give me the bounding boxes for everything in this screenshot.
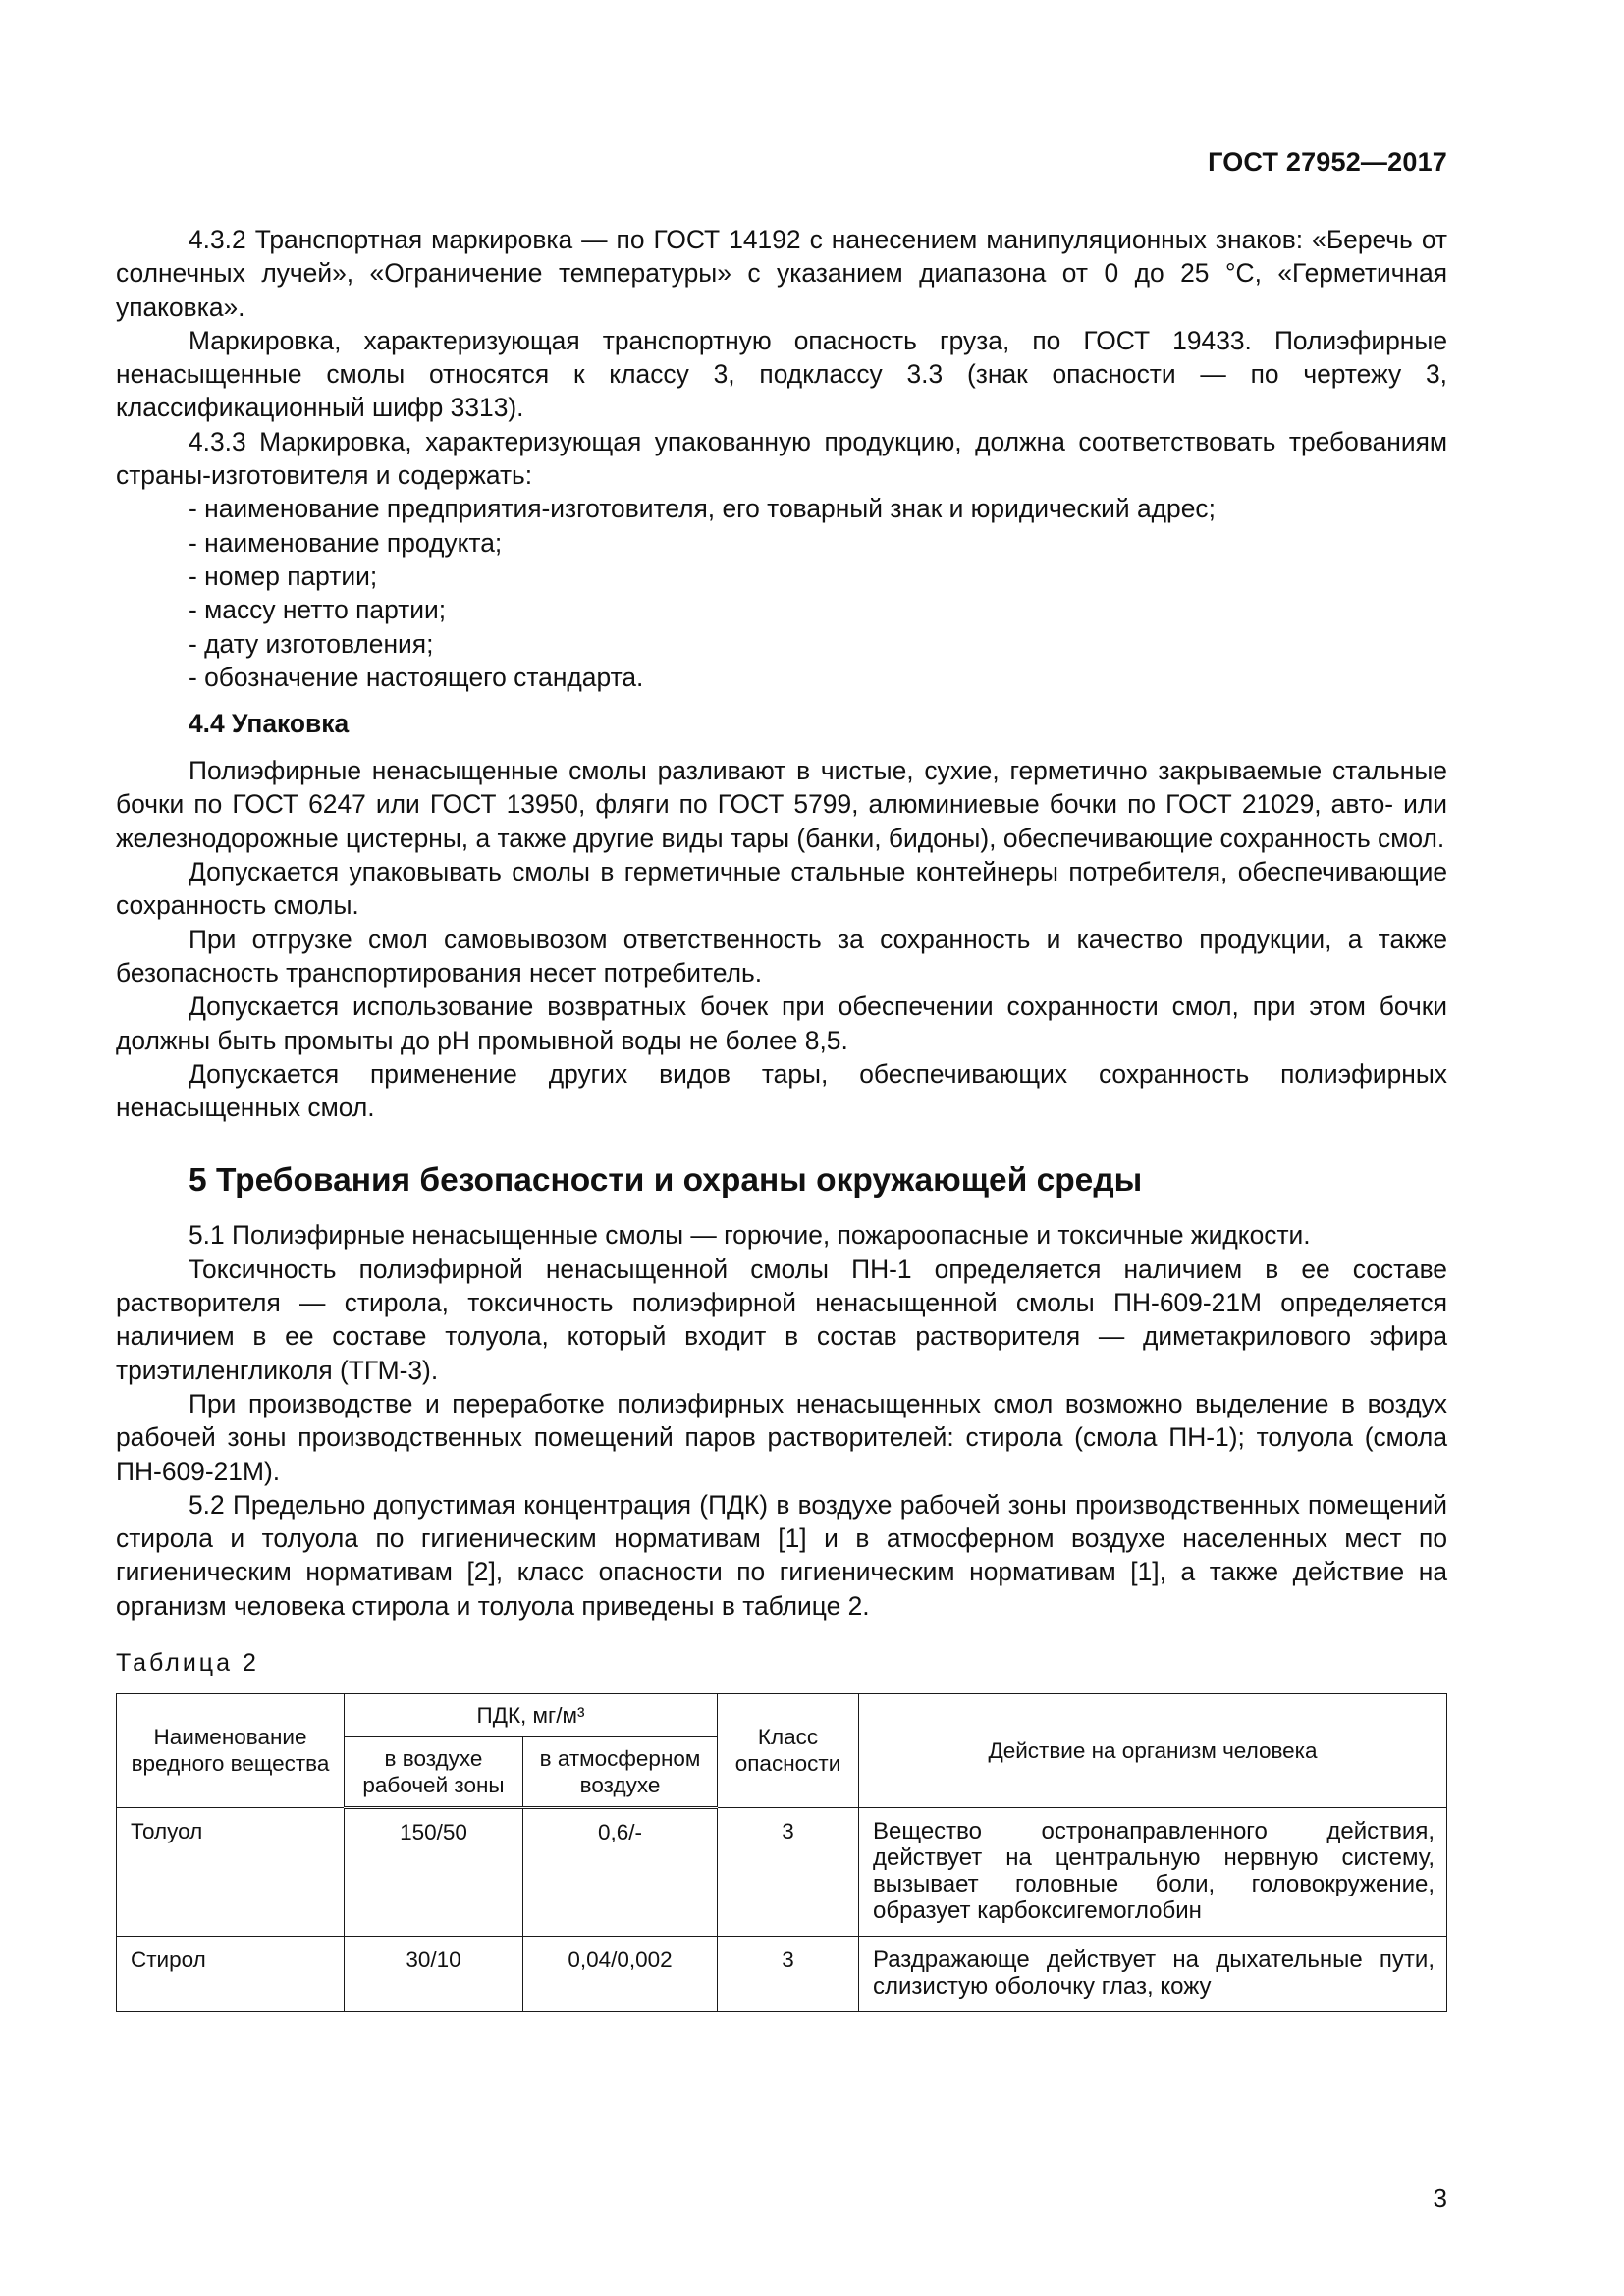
list-item: - массу нетто партии;: [189, 595, 447, 625]
header-substance: Наименование вредного вещества: [117, 1693, 345, 1807]
paragraph-packaging-other-containers: Допускается применение других видов тары, обеспечивающих сохранность полиэфирных ненасыщенных смол.: [116, 1058, 1447, 1123]
marking-requirements-list: [116, 492, 1447, 694]
table-row: [117, 1807, 1447, 1936]
cell-effect: Вещество остронаправленного действия, действует на центральную нервную систему, вызывает головные боли, головокружение, образует карбоксигемоглобин: [859, 1807, 1447, 1936]
paragraph-5-2: 5.2 Предельно допустимая концентрация (ПДК) в воздухе рабочей зоны производственных помещений стирола и толуола по гигиеническим нормативам [1] и в атмосферном воздухе населенных мест по гигиеническим нормативам [2], класс опасности по гигиеническим нормативам [1], а также действие на организм человека стирола и толуола приведены в таблице 2.: [116, 1489, 1447, 1621]
paragraph-transport-hazard-marking: Маркировка, характеризующая транспортную опасность груза, по ГОСТ 19433. Полиэфирные ненасыщенные смолы относятся к классу 3, подклассу 3.3 (знак опасности — по чертежу 3, классификационный шифр 3313).: [116, 325, 1447, 423]
paragraph-packaging-containers: Полиэфирные ненасыщенные смолы разливают в чистые, сухие, герметично закрываемые стальные бочки по ГОСТ 6247 или ГОСТ 13950, фляги по ГОСТ 5799, алюминиевые бочки по ГОСТ 21029, авто- или железнодорожные цистерны, а также другие виды тары (банки, бидоны), обеспечивающие сохранность смол.: [116, 756, 1447, 853]
list-item: - номер партии;: [189, 561, 378, 591]
paragraph-toxicity: Токсичность полиэфирной ненасыщенной смолы ПН-1 определяется наличием в ее составе растворителя — стирола, токсичность полиэфирной ненасыщенной смолы ПН-609-21М определяется наличием в ее составе толуола, который входит в состав растворителя — диметакрилового эфира триэтиленгликоля (ТГМ-3).: [116, 1254, 1447, 1385]
header-pdk-atmospheric: в атмосферном воздухе: [523, 1736, 718, 1807]
header-hazard-class: Класс опасности: [718, 1693, 859, 1807]
header-effect: Действие на организм человека: [859, 1693, 1447, 1807]
cell-pdk-atmospheric: 0,6/-: [523, 1807, 718, 1936]
list-item: - наименование продукта;: [189, 527, 503, 558]
section-4-4-heading: 4.4 Упаковка: [189, 709, 350, 739]
pdk-table: [116, 1693, 1447, 2012]
list-item: - обозначение настоящего стандарта.: [189, 662, 644, 692]
cell-substance: Стирол: [117, 1936, 345, 2011]
list-item: - дату изготовления;: [189, 628, 434, 659]
page-number: 3: [1433, 2183, 1447, 2213]
cell-pdk-work-zone: 150/50: [345, 1807, 523, 1936]
paragraph-solvent-vapors: При производстве и переработке полиэфирных ненасыщенных смол возможно выделение в воздух рабочей зоны производственных помещений паров растворителей: стирола (смола ПН-1); толуола (смола ПН-609-21М).: [116, 1388, 1447, 1486]
cell-substance: Толуол: [117, 1807, 345, 1936]
header-pdk-work-zone: в воздухе рабочей зоны: [345, 1736, 523, 1807]
table-caption: Таблица 2: [116, 1648, 259, 1677]
cell-pdk-work-zone: 30/10: [345, 1936, 523, 2011]
paragraph-4-3-2: 4.3.2 Транспортная маркировка — по ГОСТ 14192 с нанесением манипуляционных знаков: «Беречь от солнечных лучей», «Ограничение температуры» с указанием диапазона от 0 до 25 °С, «Герметичная упаковка».: [116, 225, 1447, 322]
document-body: [116, 223, 1447, 2012]
paragraph-5-1: 5.1 Полиэфирные ненасыщенные смолы — горючие, пожароопасные и токсичные жидкости.: [189, 1220, 1311, 1251]
paragraph-packaging-consumer-containers: Допускается упаковывать смолы в герметичные стальные контейнеры потребителя, обеспечивающие сохранность смолы.: [116, 857, 1447, 921]
cell-hazard-class: 3: [718, 1807, 859, 1936]
cell-pdk-atmospheric: 0,04/0,002: [523, 1936, 718, 2011]
table-row: [117, 1936, 1447, 2011]
cell-hazard-class: 3: [718, 1936, 859, 2011]
document-number-header: ГОСТ 27952—2017: [1208, 147, 1447, 177]
section-5-heading: 5 Требования безопасности и охраны окружающей среды: [189, 1162, 1143, 1200]
paragraph-packaging-self-pickup: При отгрузке смол самовывозом ответственность за сохранность и качество продукции, а также безопасность транспортирования несет потребитель.: [116, 924, 1447, 988]
header-pdk: ПДК, мг/м³: [345, 1693, 718, 1736]
paragraph-packaging-returnable-barrels: Допускается использование возвратных бочек при обеспечении сохранности смол, при этом бочки должны быть промыты до рН промывной воды не более 8,5.: [116, 991, 1447, 1055]
paragraph-4-3-3: 4.3.3 Маркировка, характеризующая упакованную продукцию, должна соответствовать требованиям страны-изготовителя и содержать:: [116, 426, 1447, 491]
list-item: - наименование предприятия-изготовителя, его товарный знак и юридический адрес;: [189, 494, 1216, 524]
cell-effect: Раздражающе действует на дыхательные пути, слизистую оболочку глаз, кожу: [859, 1936, 1447, 2011]
